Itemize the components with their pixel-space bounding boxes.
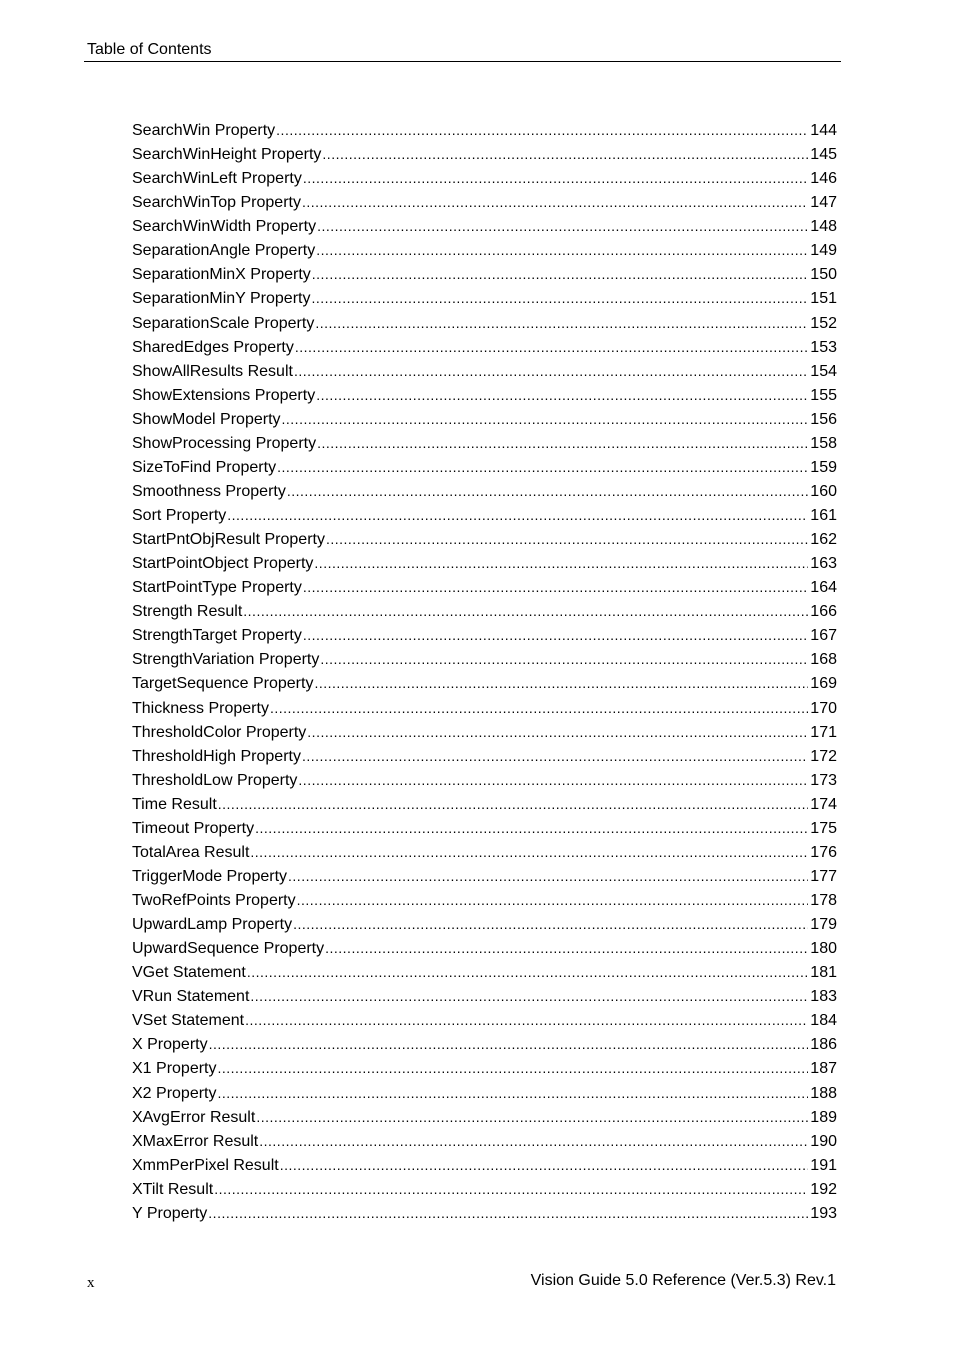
toc-entry-title: SearchWinHeight Property xyxy=(132,146,322,164)
toc-entry-page-number: 167 xyxy=(810,627,837,645)
toc-dot-leader xyxy=(297,888,809,912)
toc-entry-title: XMaxError Result xyxy=(132,1132,259,1150)
toc-entry-title: XAvgError Result xyxy=(132,1108,256,1126)
toc-entry-title: SeparationScale Property xyxy=(132,314,315,332)
toc-entry-title: ThresholdLow Property xyxy=(132,771,298,789)
toc-entry-page-number: 148 xyxy=(810,218,837,236)
toc-dot-leader xyxy=(287,479,808,503)
toc-dot-leader xyxy=(255,816,808,840)
toc-dot-leader xyxy=(311,286,808,310)
toc-entry-page-number: 188 xyxy=(810,1084,837,1102)
toc-entry-page-number: 184 xyxy=(810,1012,837,1030)
toc-entry-page-number: 150 xyxy=(810,266,837,284)
toc-dot-leader xyxy=(293,912,808,936)
toc-entry[interactable] xyxy=(132,455,837,479)
toc-entry[interactable] xyxy=(132,984,837,1008)
toc-entry-title: SeparationMinY Property xyxy=(132,290,311,308)
toc-entry-title: StartPointType Property xyxy=(132,579,302,597)
toc-entry-page-number: 147 xyxy=(810,194,837,212)
toc-entry[interactable] xyxy=(132,623,837,647)
toc-entry[interactable] xyxy=(132,311,837,335)
toc-dot-leader xyxy=(280,1153,809,1177)
toc-entry-title: VGet Statement xyxy=(132,964,246,982)
toc-entry-page-number: 175 xyxy=(810,819,837,837)
toc-entry-page-number: 169 xyxy=(810,675,837,693)
toc-entry-page-number: 161 xyxy=(810,507,837,524)
toc-entry-title: ShowAllResults Result xyxy=(132,362,293,380)
toc-entry-title: SearchWin Property xyxy=(132,122,276,139)
toc-entry[interactable] xyxy=(132,671,837,695)
toc-dot-leader xyxy=(282,407,809,431)
toc-dot-leader xyxy=(315,311,808,335)
toc-entry[interactable] xyxy=(132,696,837,720)
toc-entry-page-number: 172 xyxy=(810,747,837,765)
toc-dot-leader xyxy=(259,1129,808,1153)
header-title: Table of Contents xyxy=(87,41,212,58)
toc-dot-leader xyxy=(288,864,808,888)
footer-document-title: Vision Guide 5.0 Reference (Ver.5.3) Rev.1 xyxy=(530,1272,836,1289)
toc-dot-leader xyxy=(326,527,808,551)
toc-entry[interactable] xyxy=(132,792,837,816)
toc-dot-leader xyxy=(218,792,809,816)
toc-entry[interactable] xyxy=(132,1056,837,1080)
toc-dot-leader xyxy=(217,1081,808,1105)
toc-entry-title: Thickness Property xyxy=(132,699,269,717)
toc-dot-leader xyxy=(227,503,808,527)
toc-entry[interactable] xyxy=(132,960,837,984)
toc-entry-title: X2 Property xyxy=(132,1084,217,1102)
toc-entry-page-number: 181 xyxy=(810,964,837,982)
toc-entry-page-number: 189 xyxy=(810,1108,837,1126)
toc-entry-page-number: 166 xyxy=(810,603,837,621)
toc-entry[interactable] xyxy=(132,359,837,383)
toc-entry-page-number: 179 xyxy=(810,916,837,934)
toc-entry-title: Time Result xyxy=(132,795,217,813)
toc-entry-title: Sort Property xyxy=(132,507,227,524)
toc-entry[interactable] xyxy=(132,1129,837,1153)
toc-entry[interactable] xyxy=(132,768,837,792)
toc-entry-title: ThresholdColor Property xyxy=(132,723,307,741)
toc-entry[interactable] xyxy=(132,647,837,671)
toc-dot-leader xyxy=(314,671,808,695)
toc-entry[interactable] xyxy=(132,431,837,455)
toc-entry-title: XTilt Result xyxy=(132,1180,214,1198)
toc-entry[interactable] xyxy=(132,118,837,142)
toc-entry[interactable] xyxy=(132,286,837,310)
header-divider xyxy=(84,61,841,62)
toc-entry-title: TriggerMode Property xyxy=(132,867,288,885)
toc-entry-title: SearchWinWidth Property xyxy=(132,218,317,236)
toc-dot-leader xyxy=(247,960,808,984)
toc-entry-page-number: 156 xyxy=(810,410,837,428)
toc-dot-leader xyxy=(303,575,808,599)
toc-entry-page-number: 160 xyxy=(810,482,837,500)
toc-entry[interactable] xyxy=(132,888,837,912)
toc-dot-leader xyxy=(325,936,808,960)
toc-entry-title: UpwardSequence Property xyxy=(132,940,325,958)
toc-entry[interactable] xyxy=(132,1032,837,1056)
toc-dot-leader xyxy=(250,984,808,1008)
toc-entry[interactable] xyxy=(132,1081,837,1105)
toc-entry[interactable] xyxy=(132,1008,837,1032)
toc-dot-leader xyxy=(250,840,808,864)
toc-entry-page-number: 155 xyxy=(810,386,837,404)
toc-dot-leader xyxy=(217,1056,808,1080)
toc-entry-page-number: 162 xyxy=(810,531,837,549)
toc-entry-page-number: 176 xyxy=(810,843,837,861)
toc-entry-title: VRun Statement xyxy=(132,988,250,1006)
toc-entry-page-number: 163 xyxy=(810,555,837,573)
toc-dot-leader xyxy=(317,431,808,455)
toc-entry[interactable] xyxy=(132,551,837,575)
toc-entry-page-number: 153 xyxy=(810,338,837,356)
toc-dot-leader xyxy=(298,768,808,792)
toc-entry-title: StrengthVariation Property xyxy=(132,651,320,669)
toc-entry-page-number: 151 xyxy=(810,290,837,308)
toc-entry-page-number: 170 xyxy=(810,699,837,717)
table-of-contents xyxy=(132,118,837,1225)
toc-dot-leader xyxy=(316,383,808,407)
toc-entry[interactable] xyxy=(132,1153,837,1177)
toc-entry[interactable] xyxy=(132,238,837,262)
toc-entry-title: X Property xyxy=(132,1036,208,1054)
toc-dot-leader xyxy=(316,238,808,262)
toc-dot-leader xyxy=(303,623,808,647)
toc-entry-title: StartPntObjResult Property xyxy=(132,531,325,549)
toc-entry-title: ThresholdHigh Property xyxy=(132,747,301,765)
toc-entry-title: ShowProcessing Property xyxy=(132,434,317,452)
toc-entry-page-number: 144 xyxy=(810,122,837,139)
toc-dot-leader xyxy=(294,359,808,383)
toc-entry-title: XmmPerPixel Result xyxy=(132,1156,279,1174)
toc-entry-page-number: 180 xyxy=(810,940,837,958)
toc-entry-title: ShowModel Property xyxy=(132,410,281,428)
toc-entry[interactable] xyxy=(132,1177,837,1201)
toc-entry-page-number: 187 xyxy=(810,1060,837,1078)
toc-dot-leader xyxy=(322,142,808,166)
toc-dot-leader xyxy=(209,1032,809,1056)
toc-entry-page-number: 146 xyxy=(810,170,837,188)
toc-entry-title: X1 Property xyxy=(132,1060,217,1078)
toc-dot-leader xyxy=(302,744,808,768)
toc-entry-page-number: 190 xyxy=(810,1132,837,1150)
toc-entry-page-number: 178 xyxy=(810,892,837,909)
toc-dot-leader xyxy=(208,1201,808,1225)
toc-entry-page-number: 173 xyxy=(810,771,837,789)
toc-entry-page-number: 192 xyxy=(810,1180,837,1198)
toc-entry[interactable] xyxy=(132,383,837,407)
toc-dot-leader xyxy=(295,335,808,359)
toc-dot-leader xyxy=(303,166,808,190)
toc-entry-title: Timeout Property xyxy=(132,819,255,837)
toc-dot-leader xyxy=(276,118,808,142)
toc-entry-page-number: 152 xyxy=(810,314,837,332)
toc-dot-leader xyxy=(307,720,808,744)
toc-entry-page-number: 183 xyxy=(810,988,837,1006)
toc-entry[interactable] xyxy=(132,575,837,599)
toc-entry[interactable] xyxy=(132,912,837,936)
toc-entry[interactable] xyxy=(132,142,837,166)
toc-entry-page-number: 174 xyxy=(810,795,837,813)
toc-entry-title: StrengthTarget Property xyxy=(132,627,302,645)
toc-dot-leader xyxy=(243,599,808,623)
toc-entry-title: TotalArea Result xyxy=(132,843,250,861)
toc-entry[interactable] xyxy=(132,936,837,960)
toc-entry[interactable] xyxy=(132,840,837,864)
toc-entry-title: SharedEdges Property xyxy=(132,338,294,356)
toc-dot-leader xyxy=(277,455,808,479)
toc-entry-title: Y Property xyxy=(132,1204,208,1222)
footer-page-number: x xyxy=(87,1275,95,1291)
toc-entry[interactable] xyxy=(132,503,837,527)
toc-entry[interactable] xyxy=(132,599,837,623)
toc-dot-leader xyxy=(256,1105,808,1129)
toc-entry[interactable] xyxy=(132,166,837,190)
toc-entry-page-number: 159 xyxy=(810,458,837,476)
toc-entry-page-number: 191 xyxy=(810,1156,837,1174)
toc-entry-title: SeparationAngle Property xyxy=(132,242,316,260)
toc-entry[interactable] xyxy=(132,335,837,359)
toc-dot-leader xyxy=(320,647,808,671)
toc-entry[interactable] xyxy=(132,744,837,768)
toc-dot-leader xyxy=(317,214,808,238)
toc-entry[interactable] xyxy=(132,527,837,551)
toc-entry[interactable] xyxy=(132,1105,837,1129)
toc-entry[interactable] xyxy=(132,262,837,286)
toc-entry-title: TargetSequence Property xyxy=(132,675,314,693)
toc-dot-leader xyxy=(312,262,809,286)
toc-entry-title: TwoRefPoints Property xyxy=(132,892,296,909)
toc-entry-page-number: 177 xyxy=(810,867,837,885)
toc-entry[interactable] xyxy=(132,864,837,888)
toc-entry-page-number: 154 xyxy=(810,362,837,380)
toc-dot-leader xyxy=(245,1008,808,1032)
toc-dot-leader xyxy=(314,551,808,575)
toc-entry[interactable] xyxy=(132,214,837,238)
toc-entry-page-number: 186 xyxy=(810,1036,837,1054)
toc-entry-page-number: 145 xyxy=(810,146,837,164)
toc-entry-page-number: 171 xyxy=(810,723,837,741)
toc-entry-title: VSet Statement xyxy=(132,1012,245,1030)
toc-entry-page-number: 158 xyxy=(810,434,837,452)
toc-entry-title: Smoothness Property xyxy=(132,482,286,500)
toc-entry-title: SeparationMinX Property xyxy=(132,266,311,284)
toc-entry[interactable] xyxy=(132,407,837,431)
toc-entry-page-number: 193 xyxy=(810,1204,837,1222)
toc-dot-leader xyxy=(214,1177,808,1201)
toc-entry[interactable] xyxy=(132,1201,837,1225)
toc-entry-title: SizeToFind Property xyxy=(132,458,277,476)
toc-entry-title: SearchWinTop Property xyxy=(132,194,301,212)
toc-entry-page-number: 164 xyxy=(810,579,837,597)
toc-entry-page-number: 168 xyxy=(810,651,837,669)
toc-entry-title: UpwardLamp Property xyxy=(132,916,293,934)
toc-entry-title: Strength Result xyxy=(132,603,243,621)
toc-dot-leader xyxy=(270,696,808,720)
toc-entry[interactable] xyxy=(132,816,837,840)
toc-entry[interactable] xyxy=(132,720,837,744)
toc-entry-page-number: 149 xyxy=(810,242,837,260)
toc-entry[interactable] xyxy=(132,190,837,214)
toc-entry-title: SearchWinLeft Property xyxy=(132,170,302,188)
toc-entry-title: ShowExtensions Property xyxy=(132,386,316,404)
toc-entry-title: StartPointObject Property xyxy=(132,555,314,573)
toc-entry[interactable] xyxy=(132,479,837,503)
toc-dot-leader xyxy=(302,190,808,214)
